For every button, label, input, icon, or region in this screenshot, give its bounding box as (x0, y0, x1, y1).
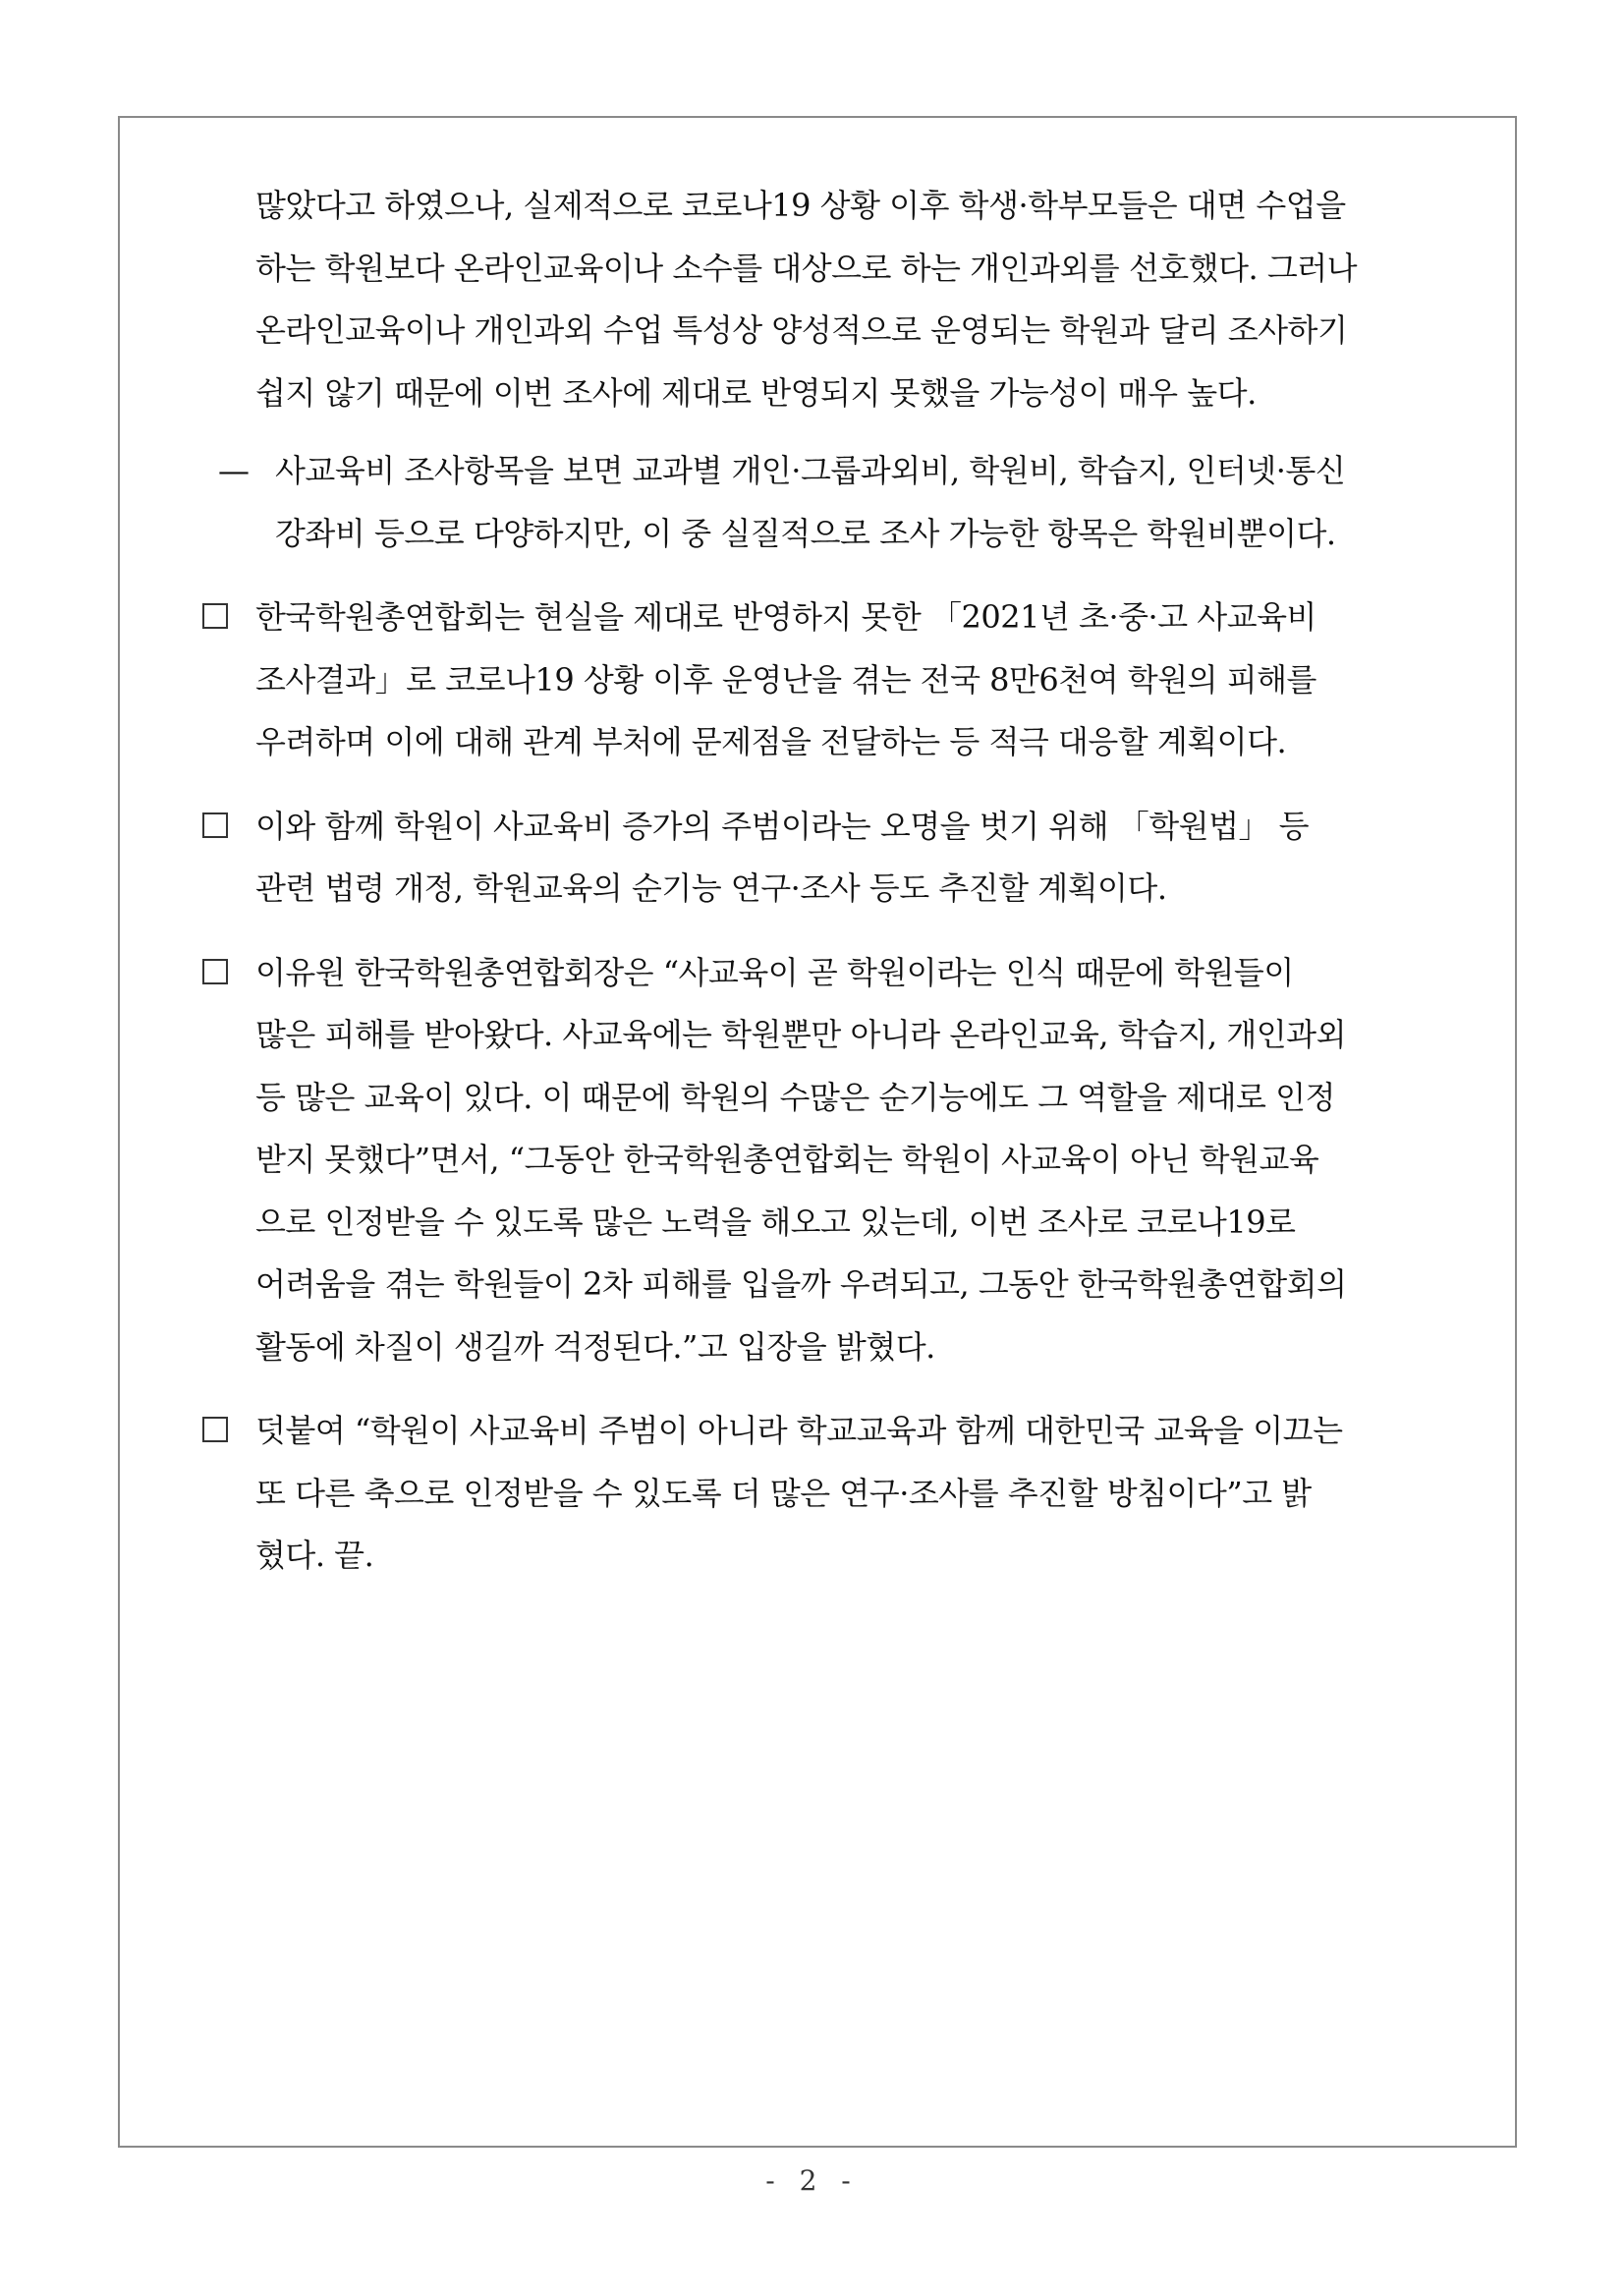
square-bullet-icon (202, 959, 228, 984)
text-line: 많았다고 하였으나, 실제적으로 코로나19 상황 이후 학생·학부모들은 대면 수업을 (255, 187, 1346, 224)
continued-paragraph (196, 175, 1434, 424)
square-bullet-icon (202, 603, 228, 629)
text-line: 혔다. 끝. (255, 1537, 374, 1574)
dash-bullet-paragraph (196, 440, 1434, 565)
text-line: 쉽지 않기 때문에 이번 조사에 제대로 반영되지 못했을 가능성이 매우 높다. (255, 373, 1257, 412)
text-line: 어려움을 겪는 학원들이 2차 피해를 입을까 우려되고, 그동안 한국학원총연합회의 (255, 1265, 1347, 1303)
text-line: 이유원 한국학원총연합회장은 “사교육이 곧 학원이라는 인식 때문에 학원들이 (255, 953, 1294, 991)
text-line: 으로 인정받을 수 있도록 많은 노력을 해오고 있는데, 이번 조사로 코로나19로 (255, 1203, 1296, 1241)
text-line: 받지 못했다”면서, “그동안 한국학원총연합회는 학원이 사교육이 아닌 학원교육 (255, 1141, 1319, 1178)
document-body (196, 175, 1434, 1588)
text-line: 등 많은 교육이 있다. 이 때문에 학원의 수많은 순기능에도 그 역할을 제대로 인정 (255, 1078, 1335, 1116)
bullet-paragraph-association-response (196, 587, 1434, 774)
text-line: 관련 법령 개정, 학원교육의 순기능 연구·조사 등도 추진할 계획이다. (255, 869, 1167, 907)
square-bullet-icon (202, 812, 228, 838)
text-line: 조사결과」로 코로나19 상황 이후 운영난을 겪는 전국 8만6천여 학원의 피해를 (255, 660, 1316, 699)
text-line: 많은 피해를 받아왔다. 사교육에는 학원뿐만 아니라 온라인교육, 학습지, 개인과외 (255, 1016, 1346, 1053)
bullet-paragraph-law-revision (196, 796, 1434, 921)
page-number: - 2 - (765, 2164, 859, 2197)
text-line: 사교육비 조사항목을 보면 교과별 개인·그룹과외비, 학원비, 학습지, 인터넷·통신 (275, 452, 1346, 489)
bullet-paragraph-closing (196, 1400, 1434, 1588)
bullet-paragraph-president-quote (196, 942, 1434, 1379)
text-line: 온라인교육이나 개인과외 수업 특성상 양성적으로 운영되는 학원과 달리 조사하기 (255, 311, 1348, 349)
text-line: 한국학원총연합회는 현실을 제대로 반영하지 못한 「2021년 초·중·고 사교육비 (255, 598, 1316, 636)
square-bullet-icon (202, 1417, 228, 1442)
dash-marker: — (218, 452, 250, 489)
text-line: 활동에 차질이 생길까 걱정된다.”고 입장을 밝혔다. (255, 1327, 935, 1366)
text-line: 덧붙여 “학원이 사교육비 주범이 아니라 학교교육과 함께 대한민국 교육을 이끄는 (255, 1412, 1343, 1449)
text-line: 강좌비 등으로 다양하지만, 이 중 실질적으로 조사 가능한 항목은 학원비뿐이다. (275, 514, 1336, 552)
text-line: 하는 학원보다 온라인교육이나 소수를 대상으로 하는 개인과외를 선호했다. 그러나 (255, 249, 1358, 287)
text-line: 우려하며 이에 대해 관계 부처에 문제점을 전달하는 등 적극 대응할 계획이다. (255, 723, 1287, 760)
text-line: 또 다른 축으로 인정받을 수 있도록 더 많은 연구·조사를 추진할 방침이다”고 밝 (255, 1474, 1312, 1512)
text-line: 이와 함께 학원이 사교육비 증가의 주범이라는 오명을 벗기 위해 「학원법」 등 (255, 807, 1310, 845)
